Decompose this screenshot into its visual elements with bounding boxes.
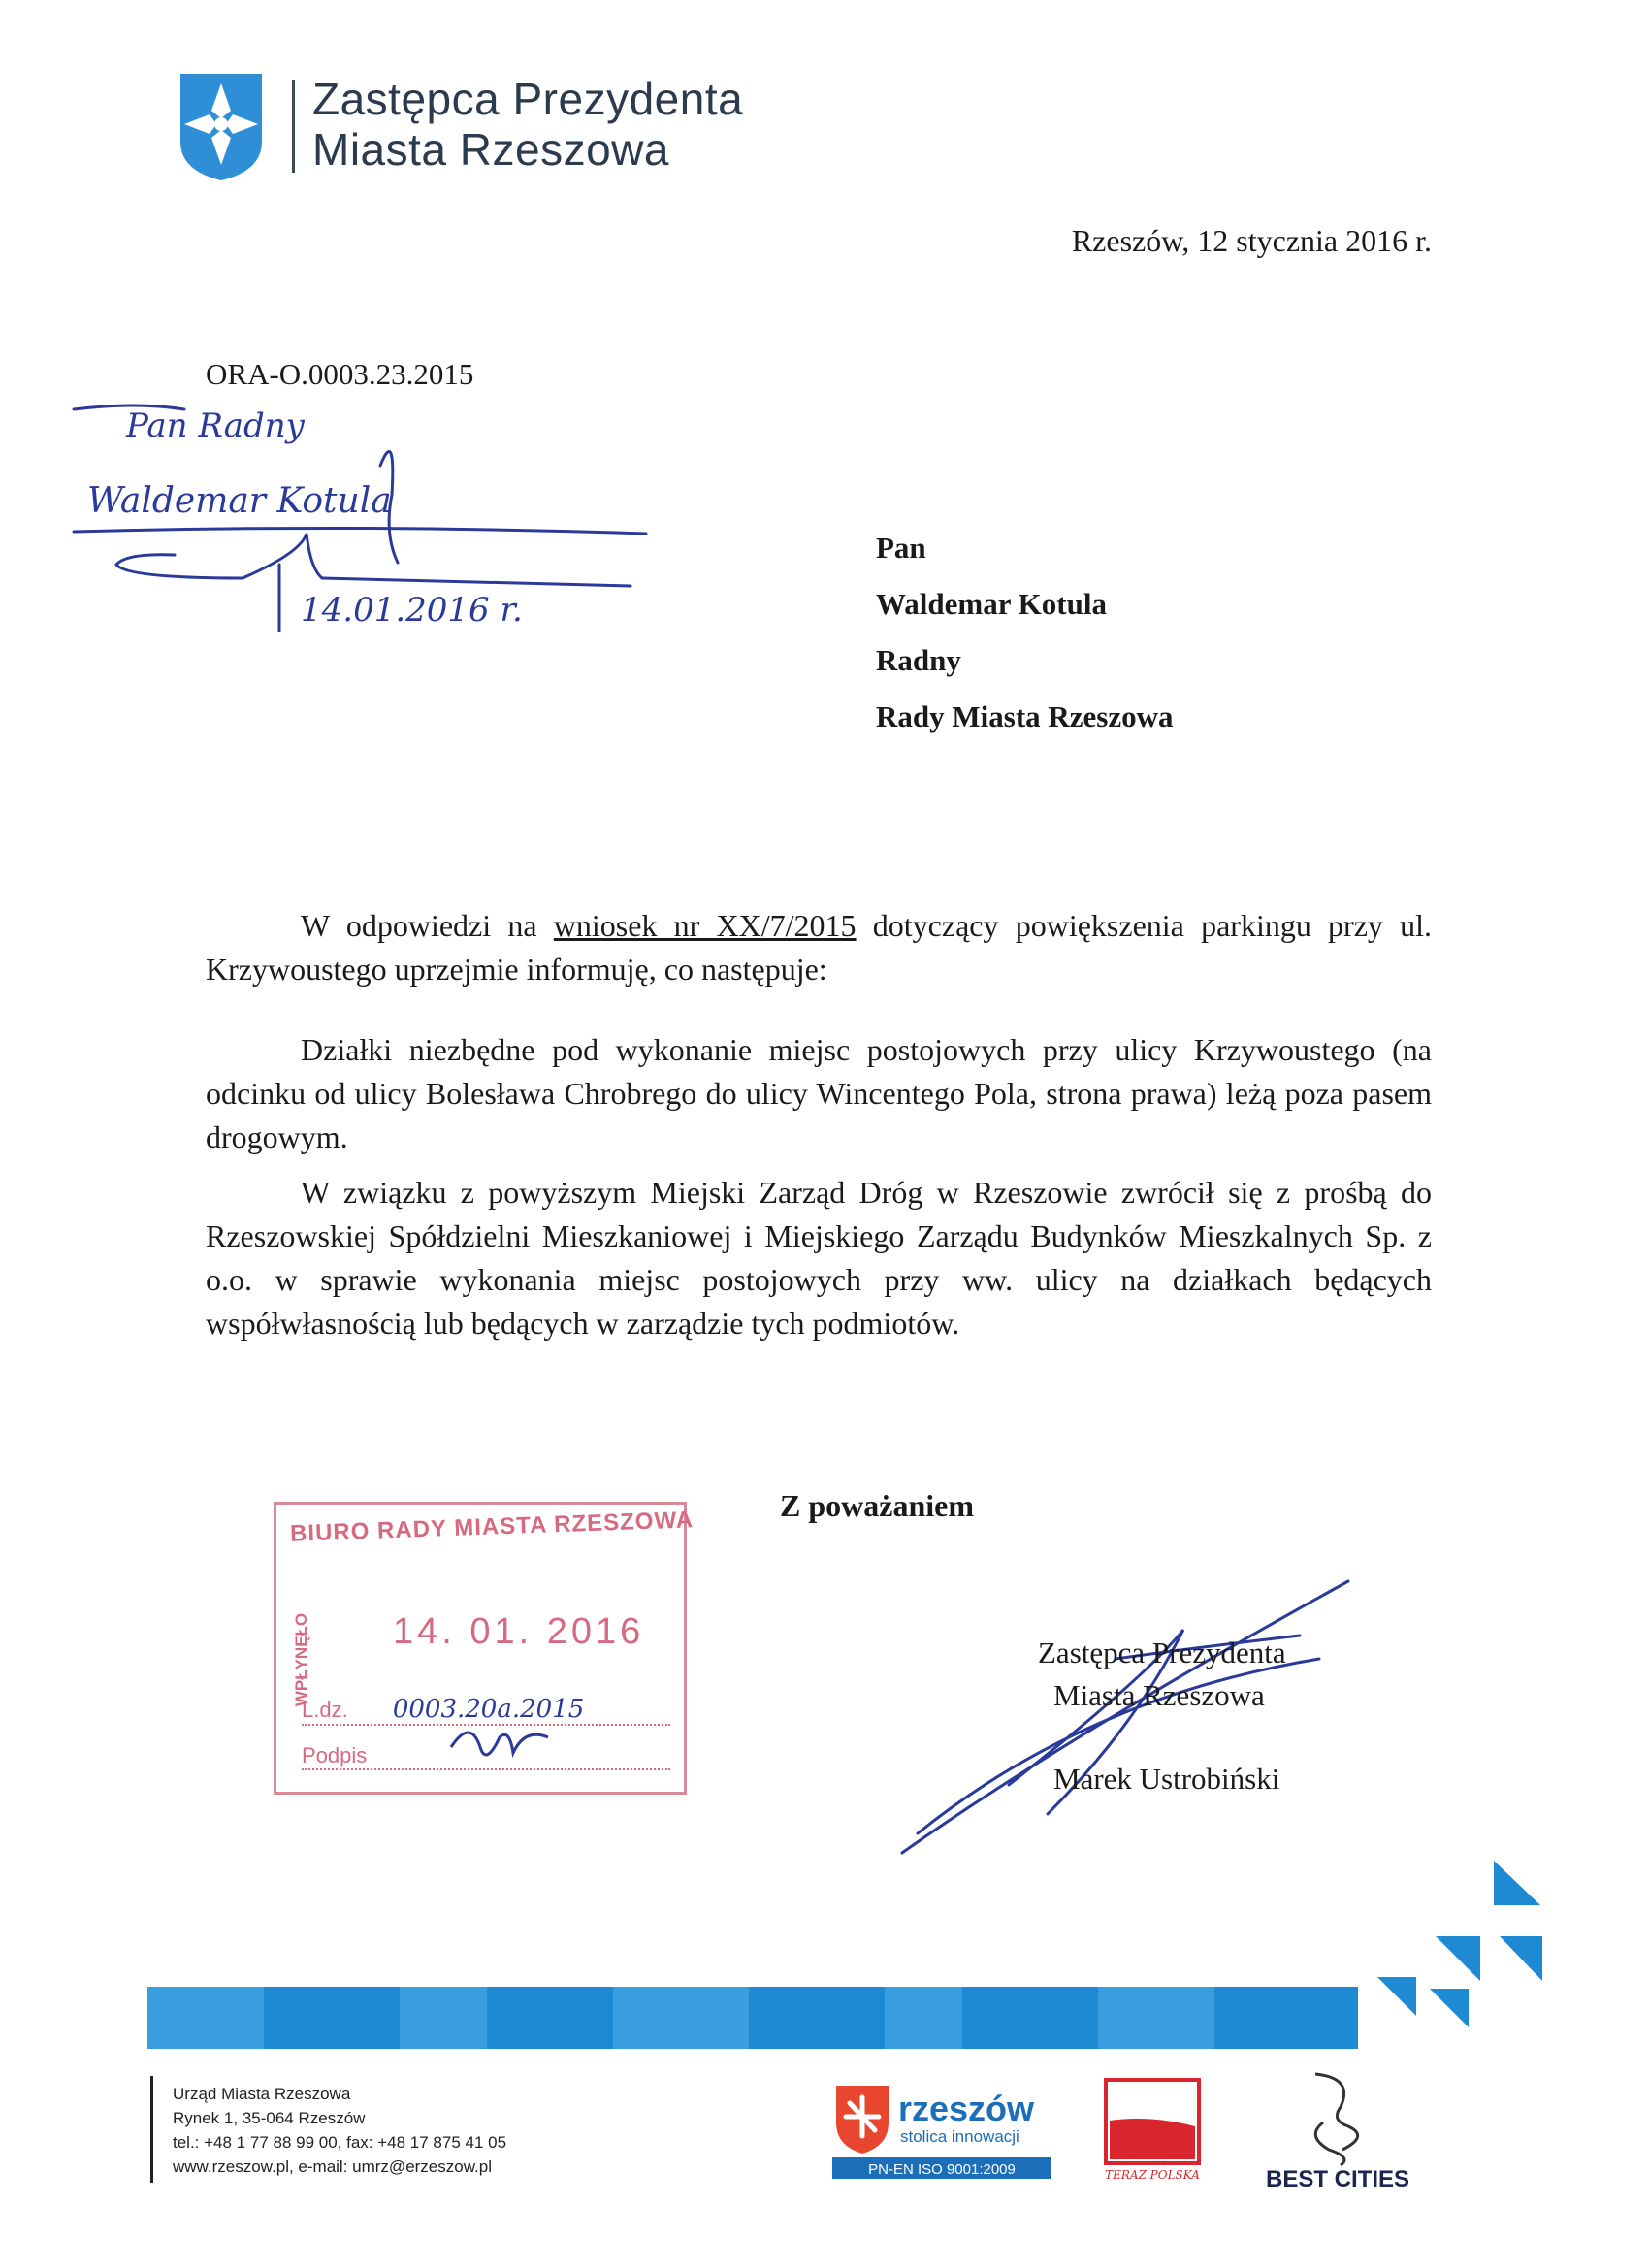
rzeszow-innovation-logo — [832, 2076, 1051, 2179]
signatory-block — [1038, 1632, 1286, 1800]
letter-body — [206, 904, 1432, 1382]
footer-street: Rynek 1, 35-064 Rzeszów — [173, 2109, 366, 2127]
body-paragraph-3: W związku z powyższym Miejski Zarząd Dróg w Rzeszowie zwrócił się z prośbą do Rzeszowskiej Spółdzielni Mieszkaniowej i Miejskiego Zarządu Budynków Mieszkalnych Sp. z o.o. w sprawie wykonania miejsc postojowych przy ww. ulicy na działkach będących współwłasnością lub będących w zarządzie tych podmiotów. — [206, 1175, 1432, 1341]
footer-address — [173, 2082, 506, 2179]
addressee-line1: Pan — [876, 531, 926, 565]
signatory-name: Marek Ustrobiński — [1053, 1762, 1280, 1796]
stamp-side-label: WPŁYNĘŁO — [292, 1612, 311, 1707]
signatory-title-line2: Miasta Rzeszowa — [1053, 1678, 1265, 1712]
addressee-line2: Waldemar Kotula — [876, 587, 1107, 621]
stamp-ldz-label: L.dz. — [302, 1698, 348, 1722]
best-cities-logo — [1247, 2068, 1428, 2194]
footer-phones: tel.: +48 1 77 88 99 00, fax: +48 17 875 41 05 — [173, 2133, 507, 2152]
header-title — [312, 74, 743, 175]
body-p1-before: W odpowiedzi na — [301, 908, 554, 943]
stamp-header: BIURO RADY MIASTA RZESZOWA — [289, 1507, 695, 1547]
addressee-line3: Radny — [876, 643, 961, 677]
header-title-line1: Zastępca Prezydenta — [312, 74, 744, 124]
logo-iso-text: PN-EN ISO 9001:2009 — [868, 2161, 1016, 2178]
teraz-polska-logo — [1102, 2076, 1209, 2183]
addressee-line4: Rady Miasta Rzeszowa — [876, 699, 1174, 733]
handwritten-annotation — [68, 388, 650, 640]
request-reference: wniosek nr XX/7/2015 — [553, 908, 857, 943]
reference-number: ORA-O.0003.23.2015 — [206, 357, 474, 391]
handwritten-line1: Pan Radny — [126, 406, 305, 445]
rzeszow-crest-logo — [177, 70, 266, 182]
closing-salutation: Z poważaniem — [780, 1488, 974, 1523]
stamp-podpis-label: Podpis — [302, 1743, 368, 1767]
received-stamp — [274, 1502, 695, 1795]
signatory-title-line1: Zastępca Prezydenta — [1038, 1636, 1286, 1669]
body-paragraph-2: Działki niezbędne pod wykonanie miejsc postojowych przy ulicy Krzywoustego (na odcinku od ulicy Bolesława Chrobrego do ulicy Wincentego Pola, strona prawa) leżą poza pasem drogowym. — [206, 1032, 1432, 1154]
logo-teraz-text: TERAZ POLSKA — [1105, 2168, 1200, 2182]
logo-rzeszow-name: rzeszów — [898, 2089, 1035, 2128]
logo-rzeszow-tagline: stolica innowacji — [900, 2127, 1019, 2146]
body-p1-after: dotyczący powiększenia parkingu przy ul. Krzywoustego uprzejmie informuję, co następuje: — [206, 908, 1433, 987]
handwritten-line2: Waldemar Kotula — [87, 481, 392, 521]
body-paragraph-1 — [206, 904, 1432, 991]
header-divider — [292, 80, 295, 173]
stamp-initials-signature — [441, 1708, 558, 1776]
footer-blue-band — [147, 1987, 1358, 2049]
footer-web: www.rzeszow.pl, e-mail: umrz@erzeszow.pl — [173, 2157, 493, 2176]
addressee-block — [876, 520, 1174, 745]
handwritten-date: 14.01.2016 r. — [301, 591, 523, 630]
stamp-date: 14. 01. 2016 — [393, 1611, 645, 1652]
footer-divider — [150, 2076, 153, 2183]
stamp-ldz-value: 0003.20a.2015 — [392, 1695, 585, 1724]
header-title-line2: Miasta Rzeszowa — [312, 124, 669, 175]
letter-date: Rzeszów, 12 stycznia 2016 r. — [1071, 223, 1432, 258]
logo-best-cities-text: BEST CITIES — [1265, 2166, 1410, 2192]
footer-org: Urząd Miasta Rzeszowa — [173, 2085, 351, 2103]
